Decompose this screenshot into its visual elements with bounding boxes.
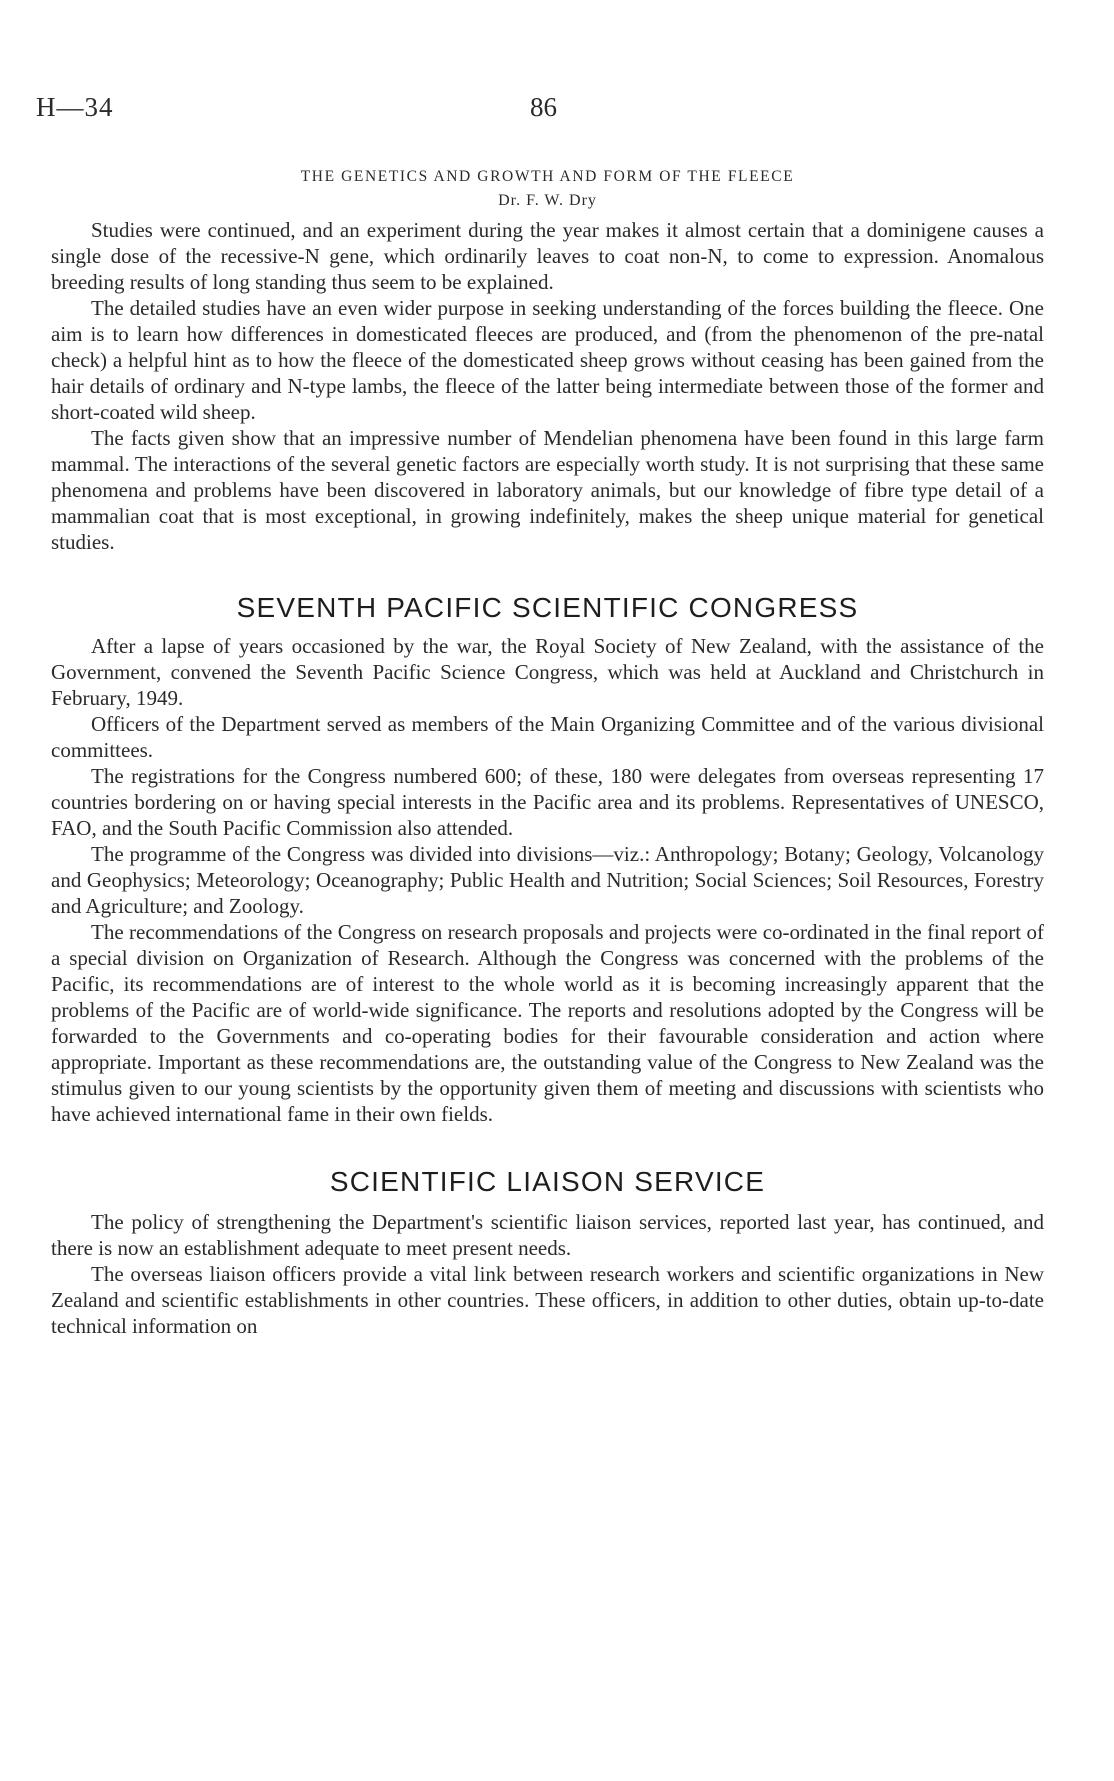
paragraph: The registrations for the Congress numbered 600; of these, 180 were delegates from overseas representing 17 countries bordering on or having special interests in the Pacific area and its problems. Representatives of UNESCO, FAO, and the South Pacific Commission also attended.	[51, 764, 1044, 840]
page-content	[51, 165, 1044, 1339]
paragraph: The overseas liaison officers provide a vital link between research workers and scientific organizations in New Zealand and scientific establishments in other countries. These officers, in addition to other duties, obtain up-to-date technical information on	[51, 1262, 1044, 1338]
section-author: Dr. F. W. Dry	[498, 192, 597, 209]
paragraph: The policy of strengthening the Department's scientific liaison services, reported last year, has continued, and there is now an establishment adequate to meet present needs.	[51, 1210, 1044, 1260]
paragraph: The recommendations of the Congress on research proposals and projects were co-ordinated in the final report of a special division on Organization of Research. Although the Congress was concerned with the problems of the Pacific, its recommendations are of interest to the whole world as it is becoming increasingly apparent that the problems of the Pacific are of world-wide significance. The reports and resolutions adopted by the Congress will be forwarded to the Governments and co-operating bodies for their favourable consideration and action where appropriate. Important as these recommendations are, the outstanding value of the Congress to New Zealand was the stimulus given to our young scientists by the opportunity given them of meeting and discussions with scientists who have achieved international fame in their own fields.	[51, 920, 1044, 1126]
fleece-section	[51, 165, 1044, 555]
paragraph: Studies were continued, and an experiment during the year makes it almost certain that a dominigene causes a single dose of the recessive-N gene, which ordinarily leaves to coat non-N, to come to expression. Anomalous breeding results of long standing thus seem to be explained.	[51, 218, 1044, 294]
page-number: 86	[530, 92, 557, 122]
section-heading: SCIENTIFIC LIAISON SERVICE	[329, 1166, 766, 1197]
paragraph: Officers of the Department served as members of the Main Organizing Committee and of the various divisional committees.	[51, 712, 1044, 762]
document-reference: H—34	[36, 92, 114, 122]
section-heading: SEVENTH PACIFIC SCIENTIFIC CONGRESS	[236, 592, 859, 623]
liaison-section	[51, 1165, 1044, 1339]
paragraph: The facts given show that an impressive number of Mendelian phenomena have been found in this large farm mammal. The interactions of the several genetic factors are especially worth study. It is not surprising that these same phenomena and problems have been discovered in laboratory animals, but our knowledge of fibre type detail of a mammalian coat that is most exceptional, in growing indefinitely, makes the sheep unique material for genetical studies.	[51, 426, 1044, 554]
paragraph: The detailed studies have an even wider purpose in seeking understanding of the forces building the fleece. One aim is to learn how differences in domesticated fleeces are produced, and (from the phenomenon of the pre-natal check) a helpful hint as to how the fleece of the domesticated sheep grows without ceasing has been gained from the hair details of ordinary and N-type lambs, the fleece of the latter being intermediate between those of the former and short-coated wild sheep.	[51, 296, 1044, 424]
section-title: THE GENETICS AND GROWTH AND FORM OF THE FLEECE	[300, 168, 795, 185]
paragraph: The programme of the Congress was divided into divisions—viz.: Anthropology; Botany; Geology, Volcanology and Geophysics; Meteorology; Oceanography; Public Health and Nutrition; Social Sciences; Soil Resources, Forestry and Agriculture; and Zoology.	[51, 842, 1044, 918]
congress-section	[51, 591, 1044, 1127]
paragraph: After a lapse of years occasioned by the war, the Royal Society of New Zealand, with the assistance of the Government, convened the Seventh Pacific Science Congress, which was held at Auckland and Christchurch in February, 1949.	[51, 634, 1044, 710]
